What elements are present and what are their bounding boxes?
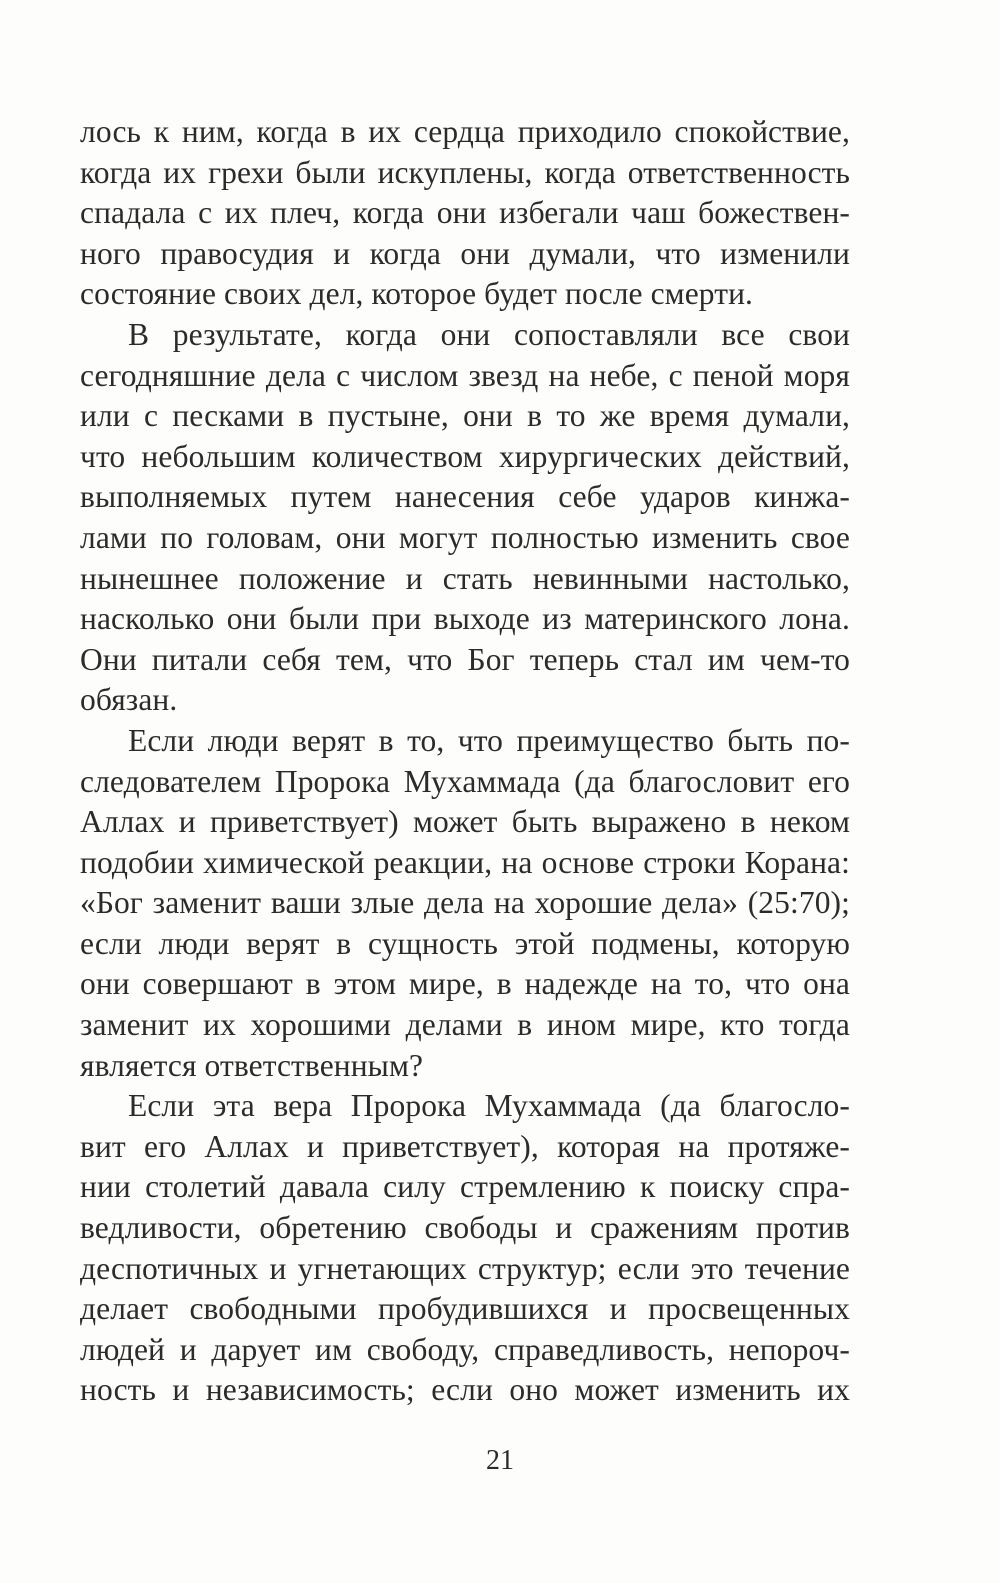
text-line: нии столетий давала силу стремлению к поиску спра- xyxy=(80,1169,850,1205)
text-line: что небольшим количеством хирургических действий, xyxy=(80,438,850,474)
text-line: заменит их хорошими делами в ином мире, кто тогда xyxy=(80,1007,850,1043)
text-line: делает свободными пробудившихся и просвещенных xyxy=(80,1291,850,1327)
page-number: 21 xyxy=(486,1445,514,1476)
text-line: они совершают в этом мире, в надежде на то, что она xyxy=(80,966,850,1002)
text-line: если люди верят в сущность этой подмены, которую xyxy=(80,925,850,961)
text-line: Если люди верят в то, что преимущество быть по- xyxy=(128,722,850,758)
text-line: когда их грехи были искуплены, когда ответственность xyxy=(80,154,850,190)
text-line: ного правосудия и когда они думали, что изменили xyxy=(80,235,850,271)
text-line: сегодняшние дела с числом звезд на небе, с пеной моря xyxy=(80,357,850,393)
text-line: «Бог заменит ваши злые дела на хорошие дела» (25:70); xyxy=(80,885,850,921)
text-line: В результате, когда они сопоставляли все свои xyxy=(128,316,850,352)
text-line: деспотичных и угнетающих структур; если это течение xyxy=(80,1250,850,1286)
text-line: выполняемых путем нанесения себе ударов кинжа- xyxy=(80,479,850,515)
text-line: состояние своих дел, которое будет после смерти. xyxy=(80,276,754,312)
text-line: ность и независимость; если оно может изменить их xyxy=(80,1372,850,1408)
text-line: обязан. xyxy=(80,682,178,718)
text-line: нынешнее положение и стать невинными настолько, xyxy=(80,560,850,596)
text-line: спадала с их плеч, когда они избегали чаш божествен- xyxy=(80,195,850,231)
text-line: насколько они были при выходе из материнского лона. xyxy=(80,601,850,637)
text-line: подобии химической реакции, на основе строки Корана: xyxy=(80,844,850,880)
text-line: лами по головам, они могут полностью изменить свое xyxy=(80,519,850,555)
text-line: Если эта вера Пророка Мухаммада (да благосло- xyxy=(128,1088,850,1124)
text-line: вит его Аллах и приветствует), которая на протяже- xyxy=(80,1128,850,1164)
text-line: ведливости, обретению свободы и сражениям против xyxy=(80,1210,850,1246)
text-line: Они питали себя тем, что Бог теперь стал им чем-то xyxy=(80,641,850,677)
body-text xyxy=(80,112,850,1411)
text-line: людей и дарует им свободу, справедливость, непороч- xyxy=(80,1331,850,1367)
text-line: Аллах и приветствует) может быть выражено в неком xyxy=(80,804,850,840)
text-line: является ответственным? xyxy=(80,1047,424,1083)
text-line: следователем Пророка Мухаммада (да благословит его xyxy=(80,763,850,799)
text-line: или с песками в пустыне, они в то же время думали, xyxy=(80,398,850,434)
text-line: лось к ним, когда в их сердца приходило спокойствие, xyxy=(80,114,850,149)
